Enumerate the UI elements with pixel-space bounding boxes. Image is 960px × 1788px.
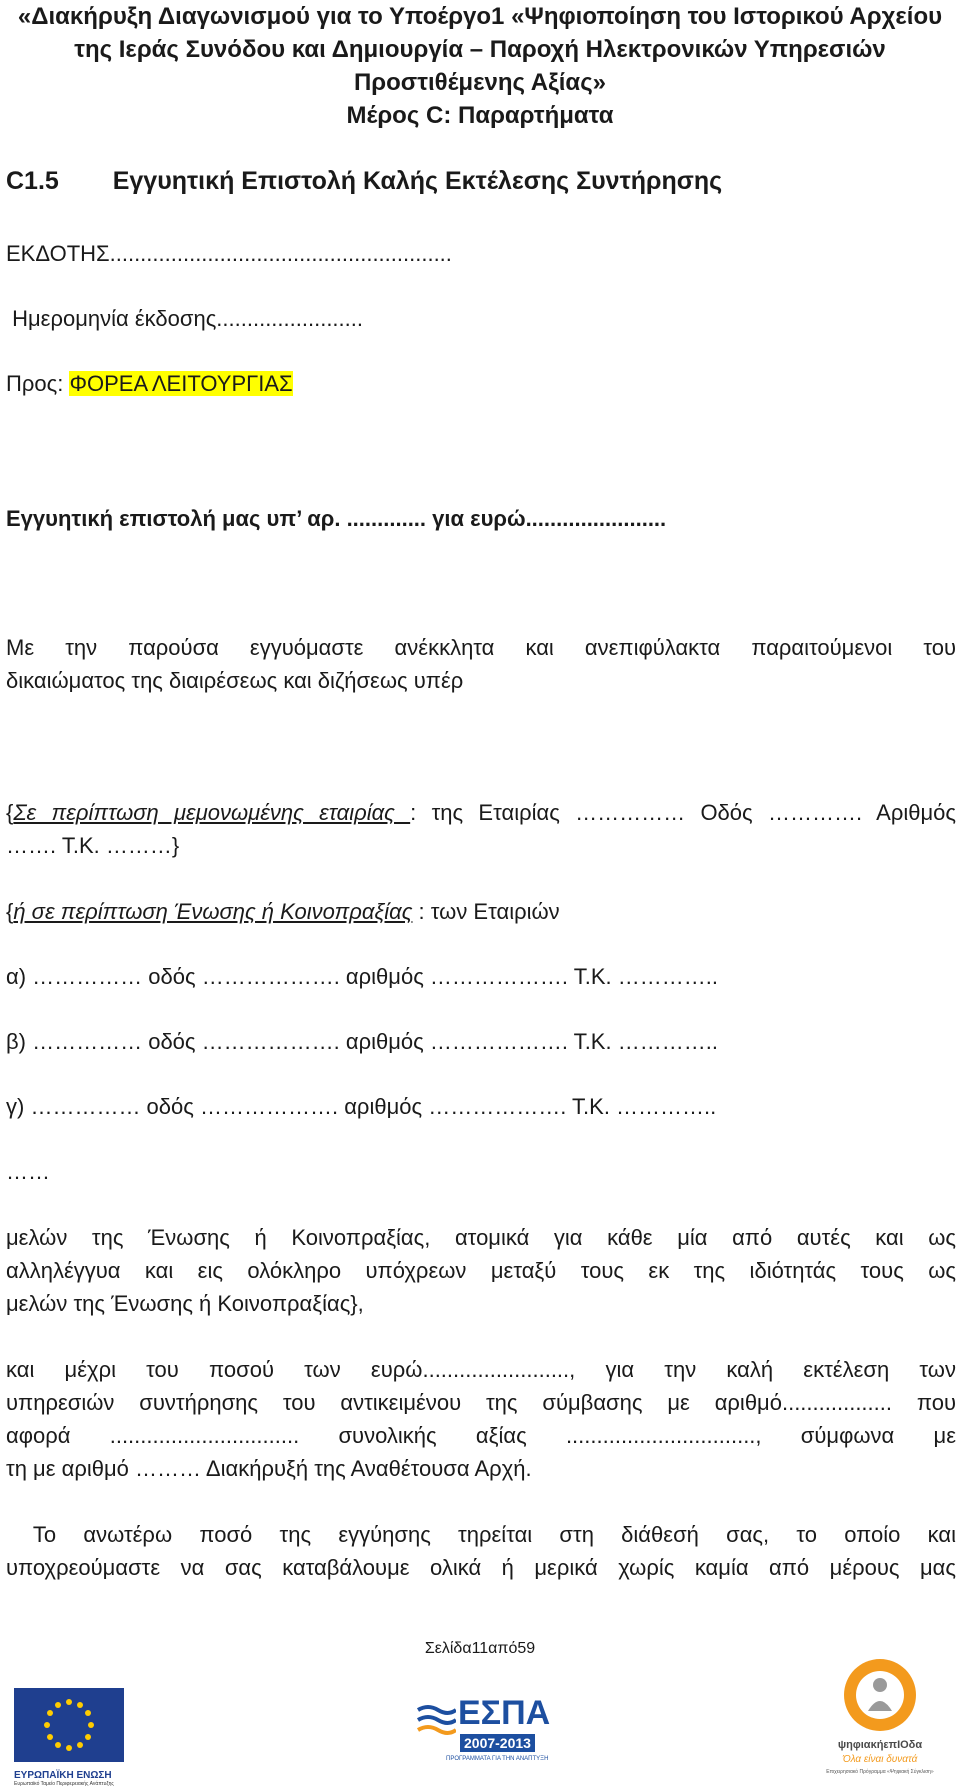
header-line-4: Μέρος C: Παραρτήματα	[346, 102, 614, 129]
digital-slogan: Όλα είναι δυνατά	[842, 1754, 918, 1765]
single-company-details: : της Εταιρίας …………… Οδός …………. Αριθμός	[410, 800, 956, 825]
recipient-label: Προς:	[6, 371, 70, 396]
member-a: α) …………… οδός ………………. αριθμός ………………. Τ.Κ. …………..	[6, 964, 718, 989]
single-company-case-label: Σε περίπτωση μεμονωμένης εταιρίας	[13, 800, 411, 825]
para2-line2: αλληλέγγυα και εις ολόκληρο υπόχρεων μεταξύ τους εκ της ιδιότητάς τους ως	[6, 1258, 956, 1283]
recipient-value: ΦΟΡΕΑ ΛΕΙΤΟΥΡΓΙΑΣ	[69, 371, 293, 396]
guarantee-reference: Εγγυητική επιστολή μας υπ’ αρ. ............. για ευρώ.......................	[6, 506, 667, 531]
digital-sub: Επιχειρησιακό Πρόγραμμα «Ψηφιακή Σύγκλιση»	[826, 1769, 934, 1775]
para2-line3: μελών της Ένωσης ή Κοινοπραξίας},	[6, 1291, 364, 1316]
para4-line2: υποχρεούμαστε να σας καταβάλουμε ολικά ή μερικά χωρίς καμία από μέρους μας	[6, 1555, 956, 1580]
header-line-3: Προστιθέμενης Αξίας»	[353, 69, 607, 96]
consortium-case-label: ή σε περίπτωση Ένωσης ή Κοινοπραξίας	[13, 899, 413, 924]
single-company-line2: ……. Τ.Κ. ………}	[6, 833, 180, 858]
digital-brand: ψηφιακήεπΙΟδα	[837, 1739, 923, 1751]
section-title: Εγγυητική Επιστολή Καλής Εκτέλεσης Συντήρησης	[112, 167, 723, 195]
para1-line1: Με την παρούσα εγγυόμαστε ανέκκλητα και ανεπιφύλακτα παραιτούμενοι του	[6, 635, 956, 660]
brace-open: {	[6, 800, 14, 825]
eu-sub: Ευρωπαϊκό Ταμείο Περιφερειακής Ανάπτυξης	[14, 1781, 114, 1787]
eu-flag-icon	[14, 1688, 124, 1762]
espa-sub: ΠΡΟΓΡΑΜΜΑΤΑ ΓΙΑ ΤΗΝ ΑΝΑΠΤΥΞΗ	[446, 1756, 549, 1762]
para3-line3: αφορά ............................... συνολικής αξίας ..............................., σύμφωνα με	[6, 1423, 956, 1448]
eu-label: ΕΥΡΩΠΑΪΚΗ ΕΝΩΣΗ	[14, 1770, 112, 1781]
eu-logo	[14, 1688, 124, 1787]
header-line-2: της Ιεράς Συνόδου και Δημιουργία – Παροχή Ηλεκτρονικών Υπηρεσιών	[74, 36, 886, 63]
consortium-line	[6, 895, 560, 928]
issue-date-field: Ημερομηνία έκδοσης........................	[6, 306, 363, 331]
page-number: Σελίδα11από59	[424, 1640, 536, 1657]
single-company-line1	[6, 796, 956, 829]
ellipsis-line: ……	[6, 1159, 50, 1184]
issuer-field: ΕΚΔΟΤΗΣ........................................................	[6, 241, 452, 266]
header-line-1: «Διακήρυξη Διαγωνισμού για το Υποέργο1 «Ψηφιοποίηση του Ιστορικού Αρχείου	[17, 3, 943, 30]
para3-line2: υπηρεσιών συντήρησης του αντικειμένου της σύμβασης με αριθμό.................. που	[6, 1390, 956, 1415]
digital-convergence-logo	[820, 1655, 940, 1785]
consortium-rest: : των Εταιριών	[412, 899, 560, 924]
brace-open: {	[6, 899, 14, 924]
espa-word: ΕΣΠΑ	[458, 1694, 551, 1732]
espa-logo	[416, 1694, 551, 1772]
digital-convergence-emblem-icon	[840, 1655, 920, 1735]
para4-line1: Το ανωτέρω ποσό της εγγύησης τηρείται στη διάθεσή σας, το οποίο και	[6, 1522, 956, 1547]
member-c: γ) …………… οδός ………………. αριθμός ………………. Τ.Κ. …………..	[6, 1094, 717, 1119]
para3-line4: τη με αριθμό ……… Διακήρυξή της Αναθέτουσα Αρχή.	[6, 1456, 532, 1481]
member-b: β) …………… οδός ………………. αριθμός ………………. Τ.Κ. …………..	[6, 1029, 718, 1054]
para1-line2: δικαιώματος της διαιρέσεως και διζήσεως υπέρ	[6, 668, 464, 693]
espa-waves-icon	[416, 1700, 456, 1740]
para2-line1: μελών της Ένωσης ή Κοινοπραξίας, ατομικά για κάθε μία από αυτές και ως	[6, 1225, 956, 1250]
section-heading	[6, 167, 722, 196]
para3-line1: και μέχρι του ποσού των ευρώ........................, για την καλή εκτέλεση των	[6, 1357, 956, 1382]
section-number: C1.5	[6, 167, 59, 195]
espa-years: 2007-2013	[460, 1734, 535, 1752]
recipient-field	[6, 367, 293, 400]
